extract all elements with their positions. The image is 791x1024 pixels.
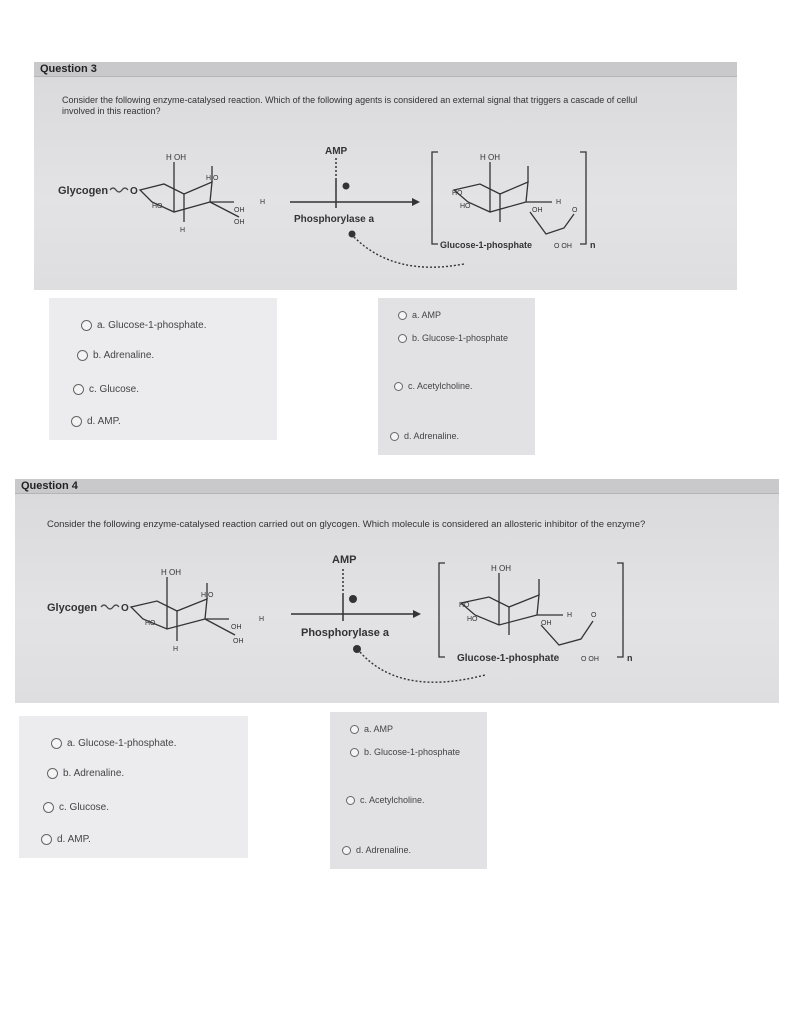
q3-right-option-d[interactable] [390,431,459,441]
product-right-bracket [580,152,586,244]
radio-button[interactable] [398,311,407,320]
q4-left-option-a[interactable] [51,738,177,749]
option-label: b. Glucose-1-phosphate [412,333,509,343]
radio-button[interactable] [41,834,52,845]
question-4-options-left [19,716,248,858]
q3-left-option-b[interactable] [77,350,154,361]
left-glucose-ring [131,577,235,641]
q4-left-option-d[interactable] [41,834,91,845]
question-3-text-line2: involved in this reaction? [62,106,161,116]
reaction-arrowhead [412,198,420,206]
right-ring-ho2: HO [467,616,478,623]
left-ring-h-right: H [259,616,265,623]
q4-left-option-b[interactable] [47,768,124,779]
amp-label: AMP [325,146,348,157]
option-label: d. AMP. [87,416,121,427]
right-ring-oh: OH [541,620,552,627]
right-ring-oh-top: H OH [491,564,511,573]
left-ring-oh-top: H OH [166,153,186,162]
q3-right-option-b[interactable] [398,333,508,343]
option-label: b. Adrenaline. [63,768,125,779]
option-label: a. AMP [364,724,394,734]
option-label: a. AMP [412,310,442,320]
option-label: b. Adrenaline. [93,350,155,361]
option-label: b. Glucose-1-phosphate [364,747,461,757]
q4-right-option-a[interactable] [350,724,393,734]
left-ring-oh-bottom: OH [233,638,244,645]
option-label: c. Glucose. [89,384,140,395]
radio-button[interactable] [47,768,58,779]
right-ring-h: H [567,612,573,619]
right-glucose-ring [454,162,574,234]
left-ring-h-bottom: H [180,227,186,234]
right-ring-ho: HO [452,190,463,197]
option-label: d. Adrenaline. [356,845,412,855]
option-label: d. AMP. [57,834,91,845]
question-3-text-line1: Consider the following enzyme-catalysed reaction. Which of the following agents is considered an external signal that triggers a cascade of cellul [62,95,638,105]
left-ring-ho-upper: H O [201,592,214,599]
repeat-n-label: n [590,240,596,250]
amp-positive-marker [349,595,357,603]
radio-button[interactable] [342,846,351,855]
glycogen-wavy-bond [101,605,119,609]
product-left-bracket [432,152,438,244]
q4-left-option-c[interactable] [43,802,109,813]
radio-button[interactable] [77,350,88,361]
radio-button[interactable] [73,384,84,395]
option-label: c. Glucose. [59,802,110,813]
question-4-text-line1: Consider the following enzyme-catalysed reaction carried out on glycogen. Which molecule is considered an allosteric inhibitor of the enzyme? [47,519,646,530]
q3-right-option-c[interactable] [394,381,473,391]
glycogen-label: Glycogen [47,602,98,614]
radio-button[interactable] [394,382,403,391]
right-ring-ho: HO [459,602,470,609]
product-label: Glucose-1-phosphate [440,240,533,250]
phosphate-o: O [572,207,578,214]
glycogen-o-label: O [130,186,138,197]
question-3-options-right [378,298,535,455]
radio-button[interactable] [81,320,92,331]
left-ring-oh-bottom: OH [234,219,245,226]
right-ring-ho2: HO [460,203,471,210]
enzyme-label: Phosphorylase a [294,214,375,225]
radio-button[interactable] [51,738,62,749]
left-ring-h-bottom: H [173,646,179,653]
option-label: a. Glucose-1-phosphate. [97,320,207,331]
q3-left-option-c[interactable] [73,384,139,395]
q3-left-option-a[interactable] [81,320,207,331]
q3-left-option-d[interactable] [71,416,121,427]
glycogen-label: Glycogen [58,185,109,197]
left-ring-oh-top: H OH [161,568,181,577]
radio-button[interactable] [398,334,407,343]
reaction-arrowhead [413,610,421,618]
option-label: a. Glucose-1-phosphate. [67,738,177,749]
left-ring-oh-lower: OH [234,207,245,214]
product-left-bracket [439,563,445,657]
q3-right-option-a[interactable] [398,310,441,320]
question-4-reaction-diagram [15,479,779,703]
q4-right-option-d[interactable] [342,845,411,855]
radio-button[interactable] [350,748,359,757]
left-ring-ho: HO [152,203,163,210]
left-ring-ho-upper: H O [206,175,219,182]
enzyme-site-marker [353,645,361,653]
question-3-reaction-diagram [34,62,737,290]
right-glucose-ring [461,573,593,645]
glycogen-wavy-bond [110,188,128,192]
right-ring-oh: OH [532,207,543,214]
right-ring-oh-top: H OH [480,153,500,162]
right-ring-h: H [556,199,562,206]
product-label: Glucose-1-phosphate [457,653,560,664]
glycogen-o-label: O [121,603,129,614]
option-label: c. Acetylcholine. [360,795,425,805]
radio-button[interactable] [71,416,82,427]
question-4-panel [15,479,779,703]
question-4-title: Question 4 [21,480,78,492]
question-3-panel [34,62,737,290]
option-label: d. Adrenaline. [404,431,460,441]
radio-button[interactable] [390,432,399,441]
radio-button[interactable] [350,725,359,734]
enzyme-label: Phosphorylase a [301,627,390,639]
left-ring-ho: HO [145,620,156,627]
amp-label: AMP [332,554,357,566]
left-glucose-ring [140,162,239,222]
q4-right-option-b[interactable] [350,747,460,757]
left-ring-h-right: H [260,199,266,206]
left-ring-oh-lower: OH [231,624,242,631]
enzyme-site-marker [349,231,356,238]
radio-button[interactable] [43,802,54,813]
radio-button[interactable] [346,796,355,805]
phosphate-o: O [591,612,597,619]
phosphate-oh: O OH [581,656,599,663]
question-3-title: Question 3 [40,63,97,75]
question-4-options-right [330,712,487,869]
question-3-options-left [49,298,277,440]
amp-positive-marker [343,183,350,190]
option-label: c. Acetylcholine. [408,381,473,391]
phosphate-oh: O OH [554,243,572,250]
repeat-n-label: n [627,653,633,663]
q4-right-option-c[interactable] [346,795,425,805]
product-right-bracket [617,563,623,657]
